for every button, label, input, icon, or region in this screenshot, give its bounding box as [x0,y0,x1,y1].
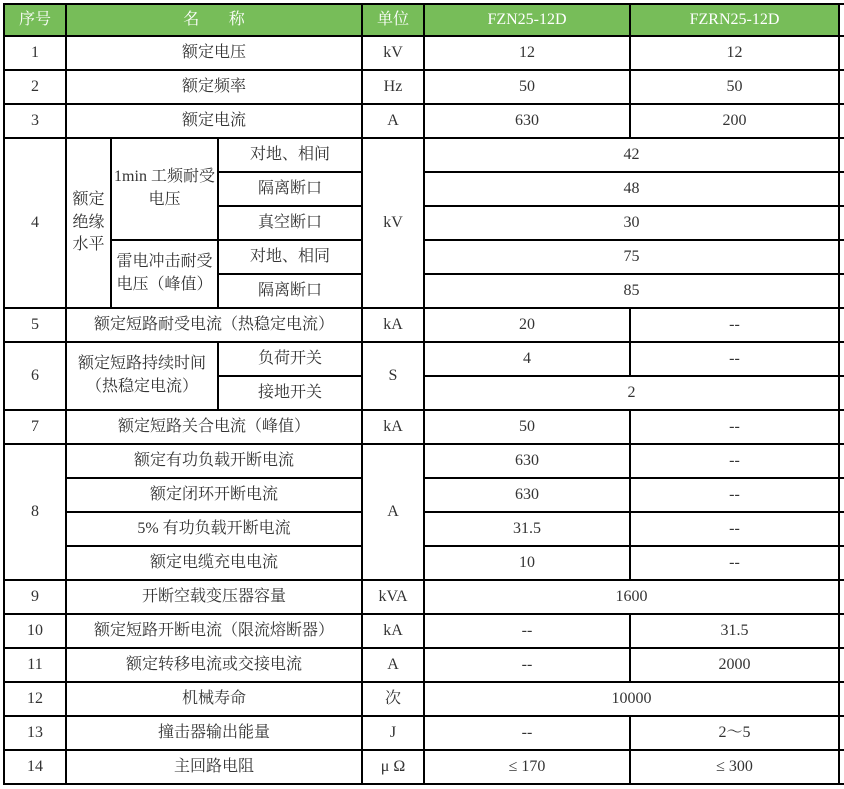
value-fzrn: 2～5 [630,716,839,750]
value-fzn: 50 [424,70,630,104]
row-name: 开断空载变压器容量 [66,580,362,614]
table-right-strip [839,172,844,206]
value-fzrn: -- [630,546,839,580]
value-fzrn: -- [630,308,839,342]
header-name: 名 称 [66,4,362,36]
table-row [4,410,844,444]
value-fzrn: -- [630,342,839,376]
row-no: 1 [4,36,66,70]
table-row [4,512,844,546]
value-fzn: 630 [424,104,630,138]
table-right-strip [839,614,844,648]
unit-cell: kA [362,614,424,648]
row-name: 机械寿命 [66,682,362,716]
unit-cell: A [362,104,424,138]
row-name: 额定电流 [66,104,362,138]
table-row [4,70,844,104]
table-right-strip [839,104,844,138]
lightning-impulse-label: 雷电冲击耐受电压（峰值） [111,240,218,308]
sub-row-label: 接地开关 [218,376,362,410]
unit-cell: kA [362,410,424,444]
power-freq-withstand-label: 1min 工频耐受电压 [111,138,218,240]
row-no: 9 [4,580,66,614]
unit-cell: kV [362,36,424,70]
table-row [4,444,844,478]
row-no: 3 [4,104,66,138]
value-fzn: 4 [424,342,630,376]
row-no: 7 [4,410,66,444]
value-fzn: 50 [424,410,630,444]
value-fzrn: 31.5 [630,614,839,648]
row-name: 主回路电阻 [66,750,362,784]
table-right-strip [839,478,844,512]
header-row [4,4,844,36]
value-fzrn: ≤ 300 [630,750,839,784]
row-no: 11 [4,648,66,682]
table-right-strip [839,36,844,70]
sub-row-label: 对地、相间 [218,138,362,172]
value-merged: 2 [424,376,839,410]
row-name: 额定有功负载开断电流 [66,444,362,478]
value-merged: 42 [424,138,839,172]
table-right-strip [839,648,844,682]
row-no: 10 [4,614,66,648]
table-row [4,546,844,580]
value-fzn: 630 [424,478,630,512]
row-no: 4 [4,138,66,308]
value-fzn: -- [424,614,630,648]
row-name: 额定电压 [66,36,362,70]
value-fzn: 20 [424,308,630,342]
table-row [4,750,844,784]
table-right-strip [839,716,844,750]
unit-cell: A [362,444,424,580]
table-right-strip [839,580,844,614]
unit-cell: J [362,716,424,750]
value-fzn: -- [424,716,630,750]
value-fzn: 12 [424,36,630,70]
unit-cell: Hz [362,70,424,104]
row-no: 13 [4,716,66,750]
table-right-strip [839,70,844,104]
table-right-strip [839,376,844,410]
table-row [4,240,844,274]
row-name: 额定短路关合电流（峰值） [66,410,362,444]
value-merged: 1600 [424,580,839,614]
table-body [4,36,844,784]
row-no: 12 [4,682,66,716]
table-row [4,138,844,172]
value-fzrn: -- [630,444,839,478]
unit-cell: kA [362,308,424,342]
unit-cell: kVA [362,580,424,614]
table-right-strip [839,240,844,274]
header-unit: 单位 [362,4,424,36]
table-right-strip [839,308,844,342]
table-right-strip [839,410,844,444]
row-no: 8 [4,444,66,580]
table-row [4,682,844,716]
table-right-strip [839,750,844,784]
table-right-strip [839,546,844,580]
header-model-fzrn25: FZRN25-12D [630,4,839,36]
value-fzn: ≤ 170 [424,750,630,784]
header-seq: 序号 [4,4,66,36]
value-fzrn: -- [630,512,839,546]
table-right-strip [839,4,844,36]
row-name: 额定短路开断电流（限流熔断器） [66,614,362,648]
value-merged: 10000 [424,682,839,716]
value-merged: 75 [424,240,839,274]
unit-cell: S [362,342,424,410]
table-right-strip [839,682,844,716]
table-row [4,308,844,342]
table-row [4,580,844,614]
table-row [4,342,844,376]
row-name: 额定短路耐受电流（热稳定电流） [66,308,362,342]
table-row [4,614,844,648]
header-model-fzn25: FZN25-12D [424,4,630,36]
table-header [4,4,844,36]
sub-row-label: 对地、相同 [218,240,362,274]
row-no: 14 [4,750,66,784]
value-fzn: -- [424,648,630,682]
table-row [4,716,844,750]
row-name: 5% 有功负载开断电流 [66,512,362,546]
value-fzrn: -- [630,410,839,444]
table-right-strip [839,342,844,376]
row-name: 额定闭环开断电流 [66,478,362,512]
row-name: 额定电缆充电电流 [66,546,362,580]
value-merged: 30 [424,206,839,240]
value-fzrn: 200 [630,104,839,138]
unit-cell: 次 [362,682,424,716]
unit-cell: kV [362,138,424,308]
value-fzn: 31.5 [424,512,630,546]
row-no: 6 [4,342,66,410]
table-row [4,104,844,138]
unit-cell: μ Ω [362,750,424,784]
spec-table [3,3,844,785]
table-right-strip [839,138,844,172]
value-fzrn: 2000 [630,648,839,682]
table-right-strip [839,206,844,240]
table-row [4,648,844,682]
value-fzrn: 50 [630,70,839,104]
table-right-strip [839,512,844,546]
table-right-strip [839,444,844,478]
sub-row-label: 隔离断口 [218,172,362,206]
value-fzrn: 12 [630,36,839,70]
value-merged: 85 [424,274,839,308]
insulation-group-label: 额定绝缘水平 [66,138,111,308]
row-name: 额定频率 [66,70,362,104]
row-name: 撞击器输出能量 [66,716,362,750]
unit-cell: A [362,648,424,682]
value-fzn: 10 [424,546,630,580]
value-merged: 48 [424,172,839,206]
row-name: 额定短路持续时间（热稳定电流） [66,342,218,410]
row-name: 额定转移电流或交接电流 [66,648,362,682]
value-fzrn: -- [630,478,839,512]
table-row [4,478,844,512]
sub-row-label: 负荷开关 [218,342,362,376]
table-row [4,36,844,70]
table-right-strip [839,274,844,308]
sub-row-label: 隔离断口 [218,274,362,308]
value-fzn: 630 [424,444,630,478]
row-no: 5 [4,308,66,342]
row-no: 2 [4,70,66,104]
sub-row-label: 真空断口 [218,206,362,240]
